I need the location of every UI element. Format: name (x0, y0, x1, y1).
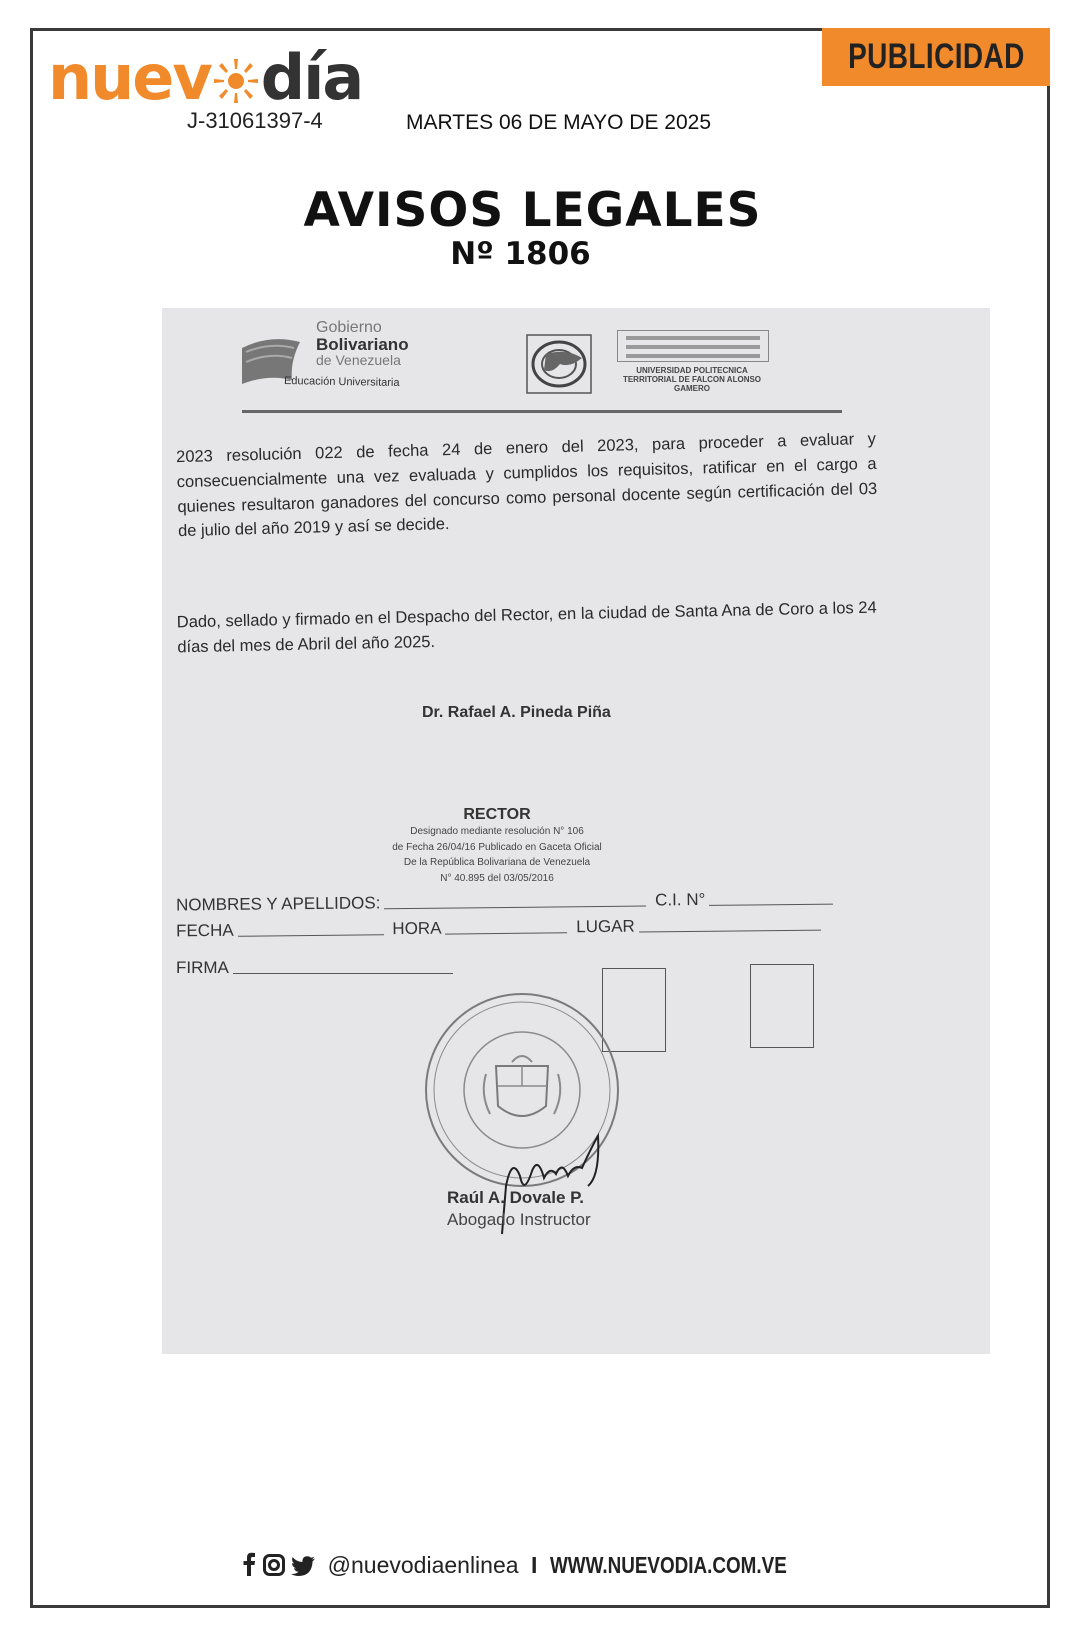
fingerprint-box-right (750, 964, 814, 1048)
form-place-label: LUGAR (576, 916, 635, 937)
twitter-icon[interactable] (291, 1556, 315, 1576)
form-signature-label: FIRMA (176, 958, 229, 977)
resolution-paragraph: 2023 resolución 022 de fecha 24 de enero del 2023, para proceder a evaluar y consecuencialmente una vez evaluada y cumplidos los requisitos, ratificar en el cargo a quienes resultaron ganadores del concurso como personal docente según certificación del 03 de julio del año 2019 y así se decide. (175, 429, 878, 541)
ministry-label: Educación Universitaria (283, 374, 400, 390)
form-names-label: NOMBRES Y APELLIDOS: (175, 893, 381, 915)
university-name: UNIVERSIDAD POLITECNICA TERRITORIAL DE FALCON ALONSO GAMERO (622, 366, 762, 394)
time-blank (446, 931, 568, 934)
date-blank (238, 933, 384, 937)
rif-number: J-31061397-4 (187, 108, 323, 133)
newspaper-logo (48, 42, 362, 114)
footer-separator: I (530, 1552, 538, 1579)
lawyer-name: Raúl A. Dovale P. (447, 1188, 584, 1207)
given-paragraph: Dado, sellado y firmado en el Despacho del Rector, en la ciudad de Santa Ana de Coro a los 24 días del mes de Abril del año 2025. (176, 598, 877, 657)
facebook-icon[interactable] (242, 1552, 256, 1576)
footer-bar (0, 1552, 1081, 1582)
issue-date: MARTES 06 DE MAYO DE 2025 (406, 111, 712, 134)
signature-blank (233, 972, 453, 974)
social-handle[interactable]: @nuevodiaenlinea (327, 1552, 519, 1579)
lawyer-signature-block (447, 1188, 647, 1230)
form-signature-row (176, 958, 457, 978)
rector-line4: N° 40.895 del 03/05/2016 (440, 872, 554, 884)
gov-line3: de Venezuela (316, 352, 401, 368)
scanned-document (162, 308, 990, 1354)
section-title-main: AVISOS LEGALES (303, 183, 762, 238)
place-blank (639, 929, 821, 933)
publicidad-tag (822, 28, 1050, 86)
sun-icon (213, 58, 259, 104)
header-divider (242, 410, 842, 413)
university-emblem-icon (526, 334, 592, 394)
government-logo-text (316, 320, 409, 367)
gov-line2: Bolivariano (316, 335, 409, 354)
rector-block (362, 806, 632, 886)
section-title (0, 183, 1081, 272)
form-time-label: HORA (392, 918, 442, 939)
website-link[interactable]: WWW.NUEVODIA.COM.VE (549, 1552, 787, 1579)
social-icons (242, 1552, 315, 1582)
logo-text-dia: día (260, 41, 363, 114)
lawyer-title: Abogado Instructor (447, 1210, 591, 1229)
names-blank (384, 905, 646, 910)
rector-name: Dr. Rafael A. Pineda Piña (422, 704, 611, 721)
publicidad-label: PUBLICIDAD (847, 37, 1025, 76)
gov-line1: Gobierno (316, 319, 382, 336)
rector-line2: de Fecha 26/04/16 Publicado en Gaceta Oficial (392, 841, 602, 853)
form-date-label: FECHA (175, 920, 234, 941)
form-names-row (176, 889, 838, 916)
form-date-row (176, 915, 825, 942)
rector-line3: De la República Bolivariana de Venezuela (403, 857, 591, 868)
form-ci-label: C.I. N° (655, 889, 706, 910)
logo-text-nuev: nuev (48, 41, 211, 114)
university-header-box (617, 330, 769, 362)
rector-line1: Designado mediante resolución N° 106 (410, 826, 584, 837)
notice-number: Nº 1806 (450, 236, 591, 272)
ci-blank (709, 903, 833, 906)
rector-title: RECTOR (463, 806, 531, 823)
instagram-icon[interactable] (263, 1554, 285, 1576)
